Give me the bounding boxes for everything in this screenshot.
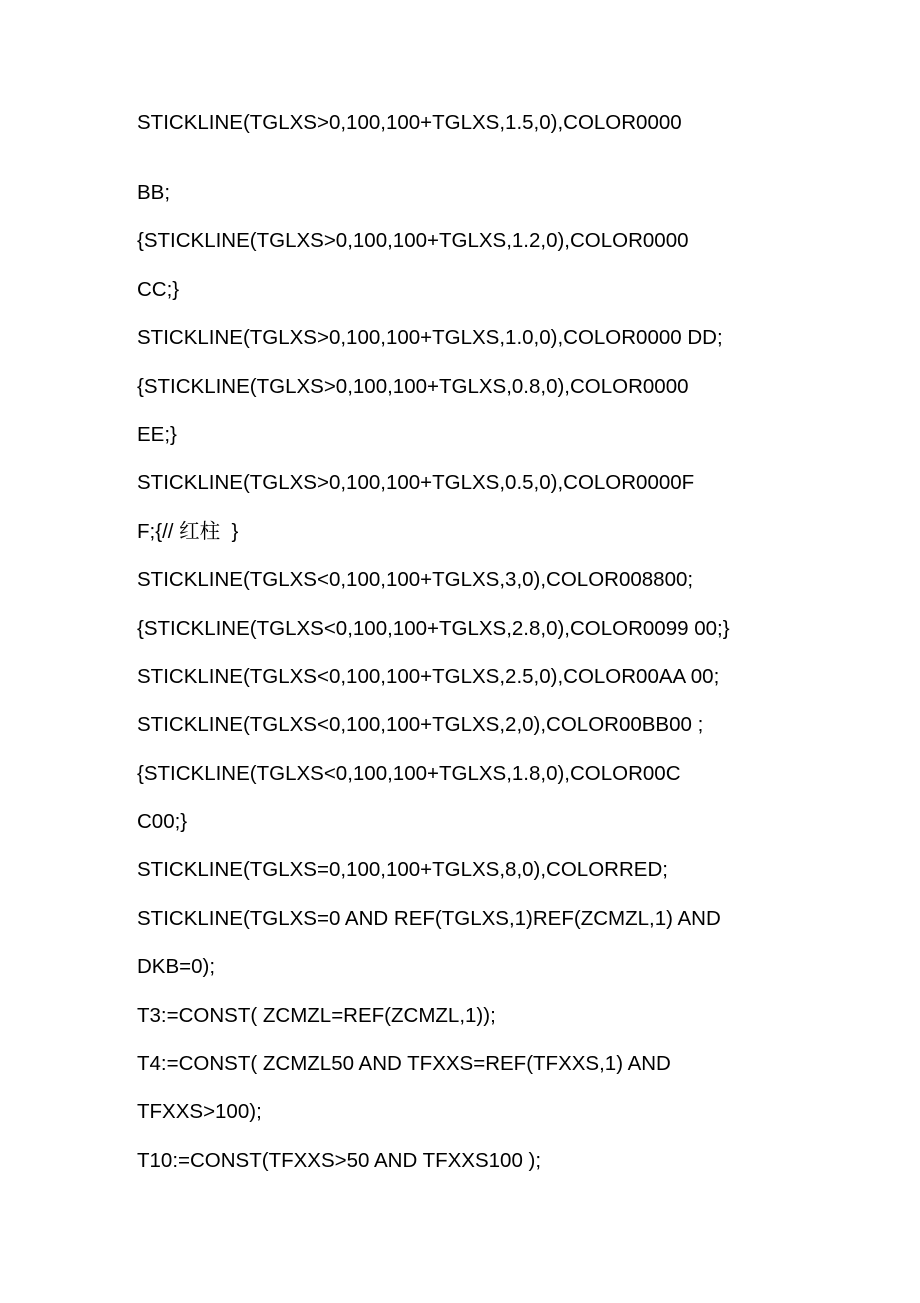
code-line: {STICKLINE(TGLXS<0,100,100+TGLXS,2.8,0),COLOR0099 00;} (137, 616, 730, 640)
code-line: DKB=0); (137, 955, 216, 979)
code-line: STICKLINE(TGLXS<0,100,100+TGLXS,2.5,0),COLOR00AA 00; (137, 664, 720, 688)
code-line: EE;} (137, 422, 177, 446)
code-text-block (137, 111, 797, 1197)
code-line: STICKLINE(TGLXS<0,100,100+TGLXS,2,0),COLOR00BB00 ; (137, 713, 704, 737)
code-line: BB; (137, 181, 171, 204)
code-line: T4:=CONST( ZCMZL50 AND TFXXS=REF(TFXXS,1) AND (137, 1052, 671, 1076)
code-line: C00;} (137, 810, 188, 834)
code-line: F;{// 红柱 } (137, 519, 239, 543)
code-line: STICKLINE(TGLXS>0,100,100+TGLXS,1.5,0),COLOR0000 (137, 111, 682, 134)
code-line: STICKLINE(TGLXS>0,100,100+TGLXS,0.5,0),COLOR0000F (137, 471, 695, 495)
code-line: T10:=CONST(TFXXS>50 AND TFXXS100 ); (137, 1148, 542, 1172)
code-line: STICKLINE(TGLXS=0 AND REF(TGLXS,1)REF(ZCMZL,1) AND (137, 906, 721, 930)
code-line: {STICKLINE(TGLXS<0,100,100+TGLXS,1.8,0),COLOR00C (137, 761, 681, 785)
code-line: STICKLINE(TGLXS=0,100,100+TGLXS,8,0),COLORRED; (137, 858, 668, 882)
code-line: {STICKLINE(TGLXS>0,100,100+TGLXS,1.2,0),COLOR0000 (137, 229, 689, 253)
code-line: T3:=CONST( ZCMZL=REF(ZCMZL,1)); (137, 1003, 496, 1027)
code-line: STICKLINE(TGLXS<0,100,100+TGLXS,3,0),COLOR008800; (137, 568, 694, 592)
code-line: {STICKLINE(TGLXS>0,100,100+TGLXS,0.8,0),COLOR0000 (137, 374, 689, 398)
code-line: STICKLINE(TGLXS>0,100,100+TGLXS,1.0,0),COLOR0000 DD; (137, 326, 723, 350)
code-line: CC;} (137, 277, 180, 301)
code-line: TFXXS>100); (137, 1100, 262, 1124)
